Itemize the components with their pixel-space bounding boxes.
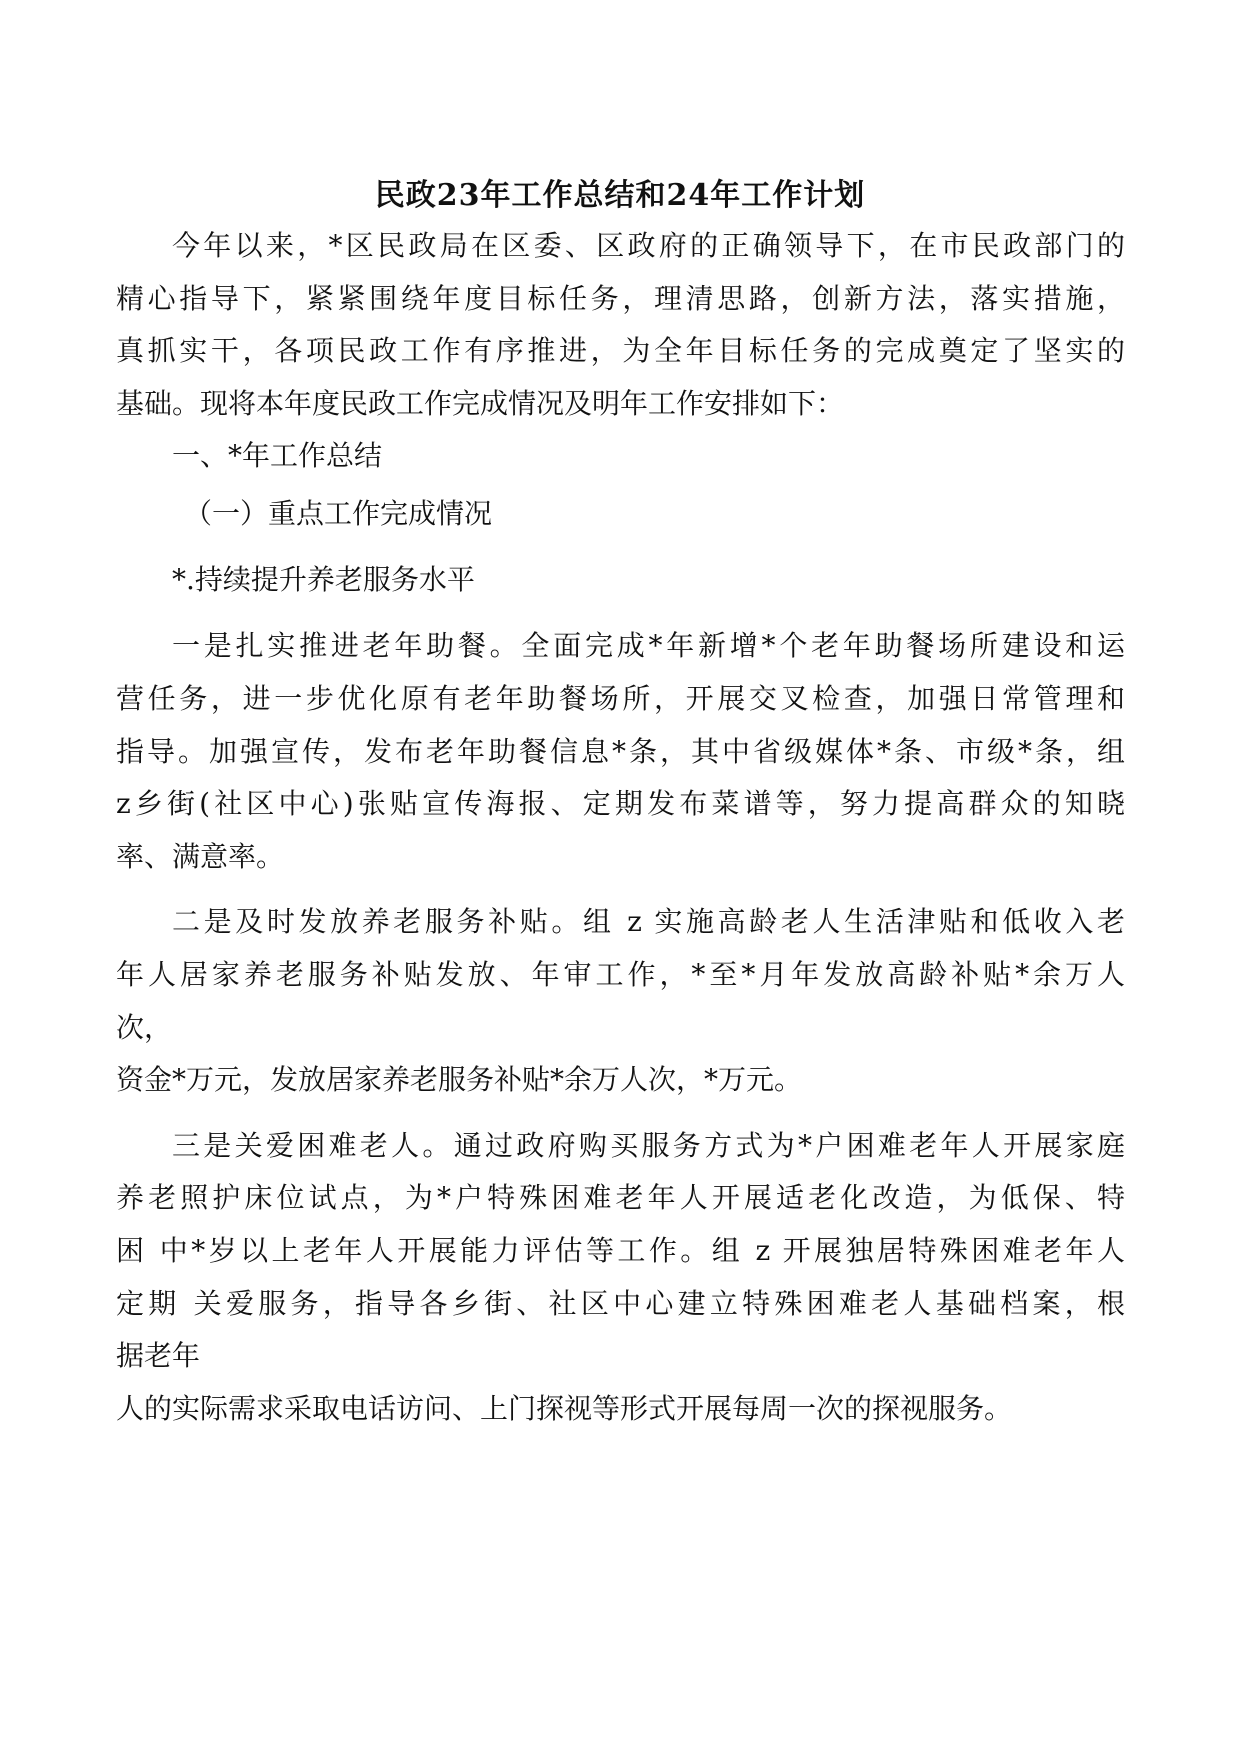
paragraph-line: 人的实际需求采取电话访问、上门探视等形式开展每周一次的探视服务。 [116, 1392, 1013, 1425]
section-heading: 一、*年工作总结 [172, 439, 383, 472]
paragraph-line: 基础。现将本年度民政工作完成情况及明年工作安排如下： [116, 387, 845, 420]
paragraph-line: 率、满意率。 [116, 840, 285, 873]
paragraph-line: 今年以来，*区民政局在区委、区政府的正确领导下，在市民政部门的 [172, 229, 1125, 262]
paragraph-line: 年人居家养老服务补贴发放、年审工作，*至*月年发放高龄补贴*余万人 [116, 958, 1125, 991]
item-heading: *.持续提升养老服务水平 [172, 563, 475, 596]
paragraph-line: 资金*万元，发放居家养老服务补贴*余万人次，*万元。 [116, 1063, 803, 1096]
paragraph-line: 营任务，进一步优化原有老年助餐场所，开展交叉检查，加强日常管理和 [116, 682, 1125, 715]
paragraph-line: 精心指导下，紧紧围绕年度目标任务，理清思路，创新方法，落实措施， [116, 282, 1125, 315]
document-title: 民政23年工作总结和24年工作计划 [374, 178, 866, 213]
paragraph-line: 次， [116, 1011, 173, 1044]
paragraph-line: 二是及时发放养老服务补贴。组 z 实施高龄老人生活津贴和低收入老 [172, 905, 1125, 938]
paragraph-line: 定期 关爱服务，指导各乡街、社区中心建立特殊困难老人基础档案，根 [116, 1287, 1125, 1320]
paragraph-line: 指导。加强宣传，发布老年助餐信息*条，其中省级媒体*条、市级*条，组 [116, 735, 1125, 768]
paragraph-line: 据老年 [116, 1339, 201, 1372]
subsection-heading: （一）重点工作完成情况 [184, 497, 493, 530]
paragraph-line: 三是关爱困难老人。通过政府购买服务方式为*户困难老年人开展家庭 [172, 1129, 1125, 1162]
paragraph-line: 养老照护床位试点，为*户特殊困难老年人开展适老化改造，为低保、特 [116, 1181, 1125, 1214]
paragraph-line: z乡街(社区中心)张贴宣传海报、定期发布菜谱等，努力提高群众的知晓 [116, 787, 1125, 820]
paragraph-line: 一是扎实推进老年助餐。全面完成*年新增*个老年助餐场所建设和运 [172, 629, 1125, 662]
paragraph-line: 困 中*岁以上老年人开展能力评估等工作。组 z 开展独居特殊困难老年人 [116, 1234, 1125, 1267]
paragraph-line: 真抓实干，各项民政工作有序推进，为全年目标任务的完成奠定了坚实的 [116, 334, 1125, 367]
